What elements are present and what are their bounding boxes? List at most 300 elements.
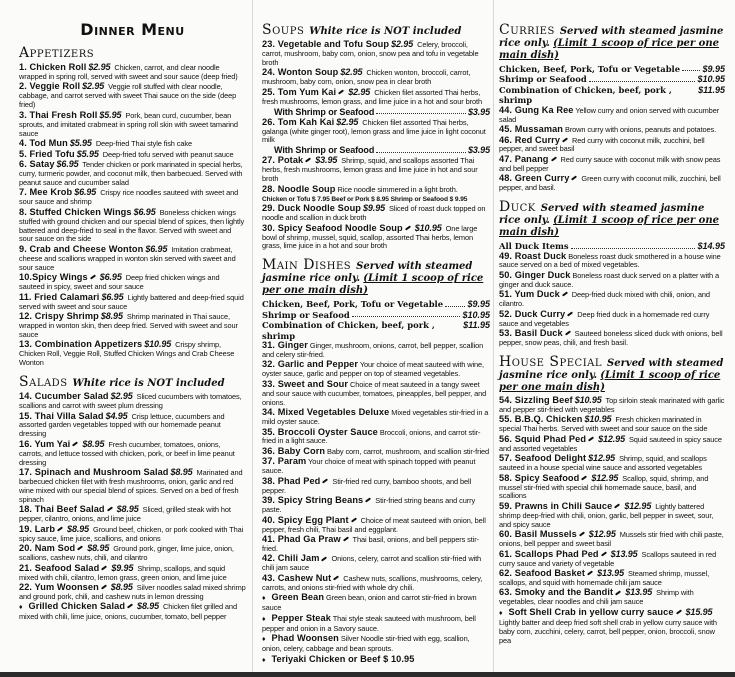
menu-item (499, 550, 725, 569)
item-price: $8.95 (137, 601, 160, 612)
item-description: Shrimp marinated in Thai sauce, wrapped in wonton skin, then deep fried. Served with sweet and sour sauce (19, 312, 238, 339)
menu-item (19, 564, 246, 583)
item-upgrade-price (262, 107, 490, 118)
item-name: 46. Red Curry (499, 134, 561, 145)
menu-item (499, 435, 725, 454)
chili-pepper-icon (322, 478, 328, 483)
item-name: 16. Yum Yai (19, 438, 71, 449)
item-name: 14. Cucumber Salad (19, 391, 109, 402)
item-price: $2.95 (88, 62, 111, 72)
price-line-price: $9.95 (702, 64, 725, 74)
dot-leader (589, 74, 696, 81)
item-price: $15.95 (685, 606, 713, 617)
menu-item (262, 574, 490, 593)
upgrade-label: With Shrimp or Seafood (274, 106, 375, 117)
chili-pepper-icon (365, 498, 371, 503)
item-description: Top sirloin steak marinated with garlic and pepper stir-fried with vegetables (499, 396, 725, 414)
chili-pepper-icon (562, 292, 568, 297)
item-description: Thai style steak sauteed with mushroom, bell pepper and onion in a Savory sauce. (262, 613, 476, 633)
chili-pepper-icon (567, 311, 573, 316)
bullet-icon: ♦ (262, 595, 266, 603)
chili-pepper-icon (601, 551, 607, 556)
menu-item (499, 474, 725, 502)
item-price: $8.95 (87, 543, 110, 554)
item-name: 3. Thai Fresh Roll (19, 109, 98, 120)
item-name: 54. Sizzling Beef (499, 395, 573, 405)
chili-pepper-icon (101, 565, 107, 570)
item-name: 32. Garlic and Pepper (262, 359, 359, 370)
item-price: $3.95 (315, 155, 338, 166)
menu-item (262, 655, 490, 666)
item-name: 56. Squid Phad Ped (499, 433, 587, 444)
chili-pepper-icon (90, 275, 96, 280)
section-header (262, 259, 490, 297)
item-description: Steamed shrimp, mussel, scallops, and squid with homemade chili jam sauce (499, 569, 710, 587)
item-description: Shrimp, squid, and scallops sauteed in a house special wine sauce and assorted vegetables (499, 454, 707, 473)
item-name: Pepper Steak (271, 612, 331, 623)
fold-line-left (252, 0, 253, 672)
item-description: Veggie roll stuffed with clear noodle, cabbage, and carrot served with sweet Thai sauce on the side (deep fried) (19, 82, 237, 110)
item-description: Your choice of meat with spinach topped with peanut sauce. (262, 457, 476, 476)
section-curries (499, 24, 725, 193)
menu-item (19, 505, 246, 524)
item-name: 62. Seafood Basket (499, 568, 586, 579)
section-note: Served with steamed jasmine rice only. (262, 261, 473, 285)
item-name: 25. Tom Yum Kai (262, 86, 337, 97)
price-line-label: Shrimp or Seafood (499, 74, 587, 85)
item-name: 20. Nam Sod (19, 543, 76, 554)
section-title: Curries (499, 22, 555, 38)
bullet-icon: ♦ (262, 636, 266, 644)
item-price: $6.95 (145, 243, 168, 254)
item-name: Soft Shell Crab in yellow curry sauce (508, 606, 674, 617)
section-header (19, 376, 246, 390)
menu-item (499, 136, 725, 155)
item-description: Green curry with coconut milk, zucchini, bell pepper, and basil. (499, 174, 721, 193)
item-description: Lightly battered and deep-fried squid served with sweet and sour sauce (19, 292, 244, 311)
dot-leader (376, 145, 466, 153)
fold-line-right (493, 0, 494, 672)
item-description: Green bean, onion and carrot stir-fried in brown sauce (262, 593, 477, 613)
item-name: 37. Param (262, 456, 307, 467)
item-description: Deep-fried duck mixed with chili, onion, and cilantro. (499, 290, 710, 309)
chili-pepper-icon (57, 526, 63, 531)
menu-item (19, 111, 246, 139)
item-price: $12.95 (624, 500, 652, 511)
item-name: 55. B.B.Q. Chicken (499, 414, 583, 425)
item-name: 33. Sweet and Sour (262, 378, 349, 389)
item-description: Sliced cucumbers with tomatoes, scallions and carrot with sweet plum dressing (19, 392, 242, 411)
item-price: $8.95 (116, 504, 139, 515)
item-name: Grilled Chicken Salad (28, 601, 126, 612)
item-description: Baby corn, carrot, mushroom, and scallion stir-fried (327, 446, 490, 456)
menu-item (499, 588, 725, 607)
section-duck (499, 201, 725, 348)
item-name: 41. Phad Ga Praw (262, 534, 341, 545)
item-name: 18. Thai Beef Salad (19, 504, 105, 515)
item-name: 21. Seafood Salad (19, 562, 100, 573)
chili-pepper-icon (550, 156, 556, 161)
menu-item (19, 82, 246, 110)
item-description: Stir-fried red curry, bamboo shoots, and bell pepper. (262, 476, 472, 495)
item-description: Mussels stir fried with chili paste, onions, bell pepper and sweet basil (499, 530, 724, 549)
dot-leader (376, 107, 466, 115)
item-price-options: Chicken or Tofu $ 7.95 Beef or Pork $ 8.95 Shrimp or Seafood $ 9.95 (262, 195, 468, 203)
section-note: White rice is NOT included (309, 26, 462, 37)
menu-item (499, 155, 725, 174)
upgrade-label: With Shrimp or Seafood (274, 145, 375, 156)
item-name: Teriyaki Chicken or Beef $ 10.95 (271, 653, 415, 664)
item-name: 50. Ginger Duck (499, 269, 571, 280)
item-price: $6.95 (74, 187, 97, 198)
chili-pepper-icon (351, 517, 357, 522)
menu-item (19, 312, 246, 340)
item-name: 23. Vegetable and Tofu Soup (262, 39, 390, 49)
item-description: Chicken wonton, broccoli, carrot, mushroom, baby corn, onion, snow pea in clear broth (262, 68, 471, 87)
price-line-label: Shrimp or Seafood (262, 309, 350, 320)
item-name: 1. Chicken Roll (19, 62, 87, 72)
menu-item (262, 360, 490, 379)
item-description: Scallop, squid, shrimp, and mussel stir-fried with special chili homemade sauce, basil, and scallions (499, 473, 709, 501)
item-description: Onions, celery, carrot and scallion stir-fried with chili jam sauce (262, 554, 482, 573)
chili-pepper-icon (579, 532, 585, 537)
item-price: $6.95 (99, 272, 122, 283)
item-description: Red curry with coconut milk, zucchini, bell pepper, and sweet basil (499, 135, 705, 154)
section-note: White rice is NOT included (72, 378, 225, 390)
item-description: Shrimp, squid, and scallops assorted Thai herbs, fresh mushrooms, lemon grass and lime juice in hot and sour broth (262, 156, 478, 184)
item-name: 10.Spicy Wings (19, 272, 88, 283)
item-description: Brown curry with onions, peanuts and potatoes. (564, 125, 717, 135)
item-description: Chicken filet grilled and mixed with chili, lime juice, onions, cucumber, tomato, bell pepper (19, 602, 237, 622)
menu-item (262, 516, 490, 535)
item-description: Boneless roast duck smothered in a house wine sauce served on a bed of mixed vegetables. (499, 251, 721, 270)
rice-limit-note: (Limit 1 scoop of rice per one main dish) (499, 215, 719, 239)
item-description: Crisp lettuce, cucumbers and assorted garden vegetables topped with our homemade peanut dressing (19, 411, 225, 439)
item-price: $8.95 (100, 311, 123, 322)
chili-pepper-icon (305, 158, 311, 163)
item-name: 4. Tod Mun (19, 138, 68, 149)
section-header (262, 24, 490, 38)
item-name: 40. Spicy Egg Plant (262, 514, 349, 525)
price-line-price: $10.95 (697, 74, 725, 85)
item-price: $12.95 (598, 433, 625, 444)
menu-item (19, 468, 246, 505)
menu-item (262, 224, 490, 252)
item-description: Sliced of roast duck topped on noodle and scallion in duck broth (262, 204, 486, 223)
price-line-price: $11.95 (698, 84, 725, 95)
chili-pepper-icon (615, 590, 621, 595)
price-line-price: $14.95 (697, 241, 725, 252)
item-name: 60. Basil Mussels (499, 529, 577, 540)
menu-item (262, 428, 490, 447)
item-name: 44. Gung Ka Ree (499, 104, 574, 115)
item-name: 58. Spicy Seafood (499, 472, 580, 483)
item-name: 5. Fried Tofu (19, 148, 75, 159)
upgrade-price: $3.95 (467, 145, 490, 156)
item-price: $8.95 (110, 582, 133, 592)
item-name: 36. Baby Corn (262, 445, 326, 456)
item-price: $13.95 (625, 587, 653, 598)
section-title: Duck (499, 199, 536, 216)
menu-item (19, 208, 246, 245)
price-line-label: Chicken, Beef, Pork, Tofu or Vegetable (499, 64, 681, 74)
item-description: Lightly batter and deep fried soft shell crab in yellow curry sauce with baby corn, zucchini, celery, carrot, bell pepper, onion, broccoli, snow pea (499, 617, 717, 645)
menu-item (19, 440, 246, 468)
item-name: 30. Spicy Seafood Noodle Soup (262, 222, 403, 233)
item-description: Cashew nuts, scallions, mushrooms, celery, carrots, and onions stir-fried with whole dry chili. (262, 573, 483, 592)
item-price: $2.95 (348, 86, 371, 97)
item-price: $12.95 (588, 453, 616, 464)
item-price: $10.95 (584, 414, 612, 425)
item-price: $6.95 (101, 291, 124, 302)
item-description: Thai basil, onions, and bell peppers stir-fried. (262, 535, 479, 553)
menu-item (499, 271, 725, 290)
item-description: Pork, bean curd, cucumber, bean sprouts, and imitated crabmeat in spring roll skin with sweet tamarind sauce (19, 110, 238, 138)
price-line (499, 85, 725, 106)
item-name: 57. Seafood Delight (499, 453, 587, 464)
menu-item (262, 457, 490, 476)
chili-pepper-icon (338, 89, 344, 94)
item-name: 17. Spinach and Mushroom Salad (19, 467, 169, 478)
item-name: 2. Veggie Roll (19, 81, 81, 92)
item-name: 29. Duck Noodle Soup (262, 203, 361, 214)
rice-limit-note: (Limit 1 scoop of rice per one main dish) (262, 273, 484, 297)
rice-limit-note: (Limit 1 scoop of rice per one main dish) (499, 370, 721, 393)
item-description: Ground pork, ginger, lime juice, onion, scallions, cashew nuts, chili, and cilantro (19, 544, 234, 563)
price-line-label: Combination of Chicken, beef, pork , shrimp (262, 320, 435, 341)
item-description: Fresh cucumber, tomatoes, onions, carrots, and lettuce tossed with chicken, pork, or beef in lime peanut dressing (19, 439, 235, 467)
item-name: 26. Tom Kah Kai (262, 116, 335, 127)
item-name: 8. Stuffed Chicken Wings (19, 206, 132, 217)
menu-item (262, 554, 490, 573)
item-name: 9. Crab and Cheese Wonton (19, 243, 144, 254)
item-name: 11. Fried Calamari (19, 291, 100, 302)
menu-item (19, 245, 246, 273)
bullet-icon: ♦ (262, 615, 266, 623)
menu-item (499, 106, 725, 125)
item-name: 13. Combination Appetizers (19, 339, 143, 350)
menu-item (262, 447, 490, 457)
item-price: $8.95 (82, 438, 105, 449)
item-description: Chicken filet assorted Thai herbs, fresh mushrooms, lemon grass, and lime juice in a hot and sour broth (262, 87, 482, 106)
item-description: Tender chicken or pork marinated in special herbs, curry, turmeric powder, and coconut milk, then barbecued. Served with peanut sauce and cucumber salad (19, 160, 243, 187)
menu-item (262, 408, 490, 427)
menu-item (19, 340, 246, 368)
section-header (19, 47, 246, 61)
item-name: 48. Green Curry (499, 173, 570, 184)
chili-pepper-icon (321, 556, 327, 561)
item-price: $10.95 (574, 395, 602, 405)
menu-item (262, 477, 490, 496)
item-name: 24. Wonton Soup (262, 67, 339, 78)
price-line-price: $11.95 (463, 320, 490, 331)
item-name: 35. Broccoli Oyster Sauce (262, 426, 378, 437)
item-name: 19. Larb (19, 523, 56, 534)
item-name: 38. Phad Ped (262, 475, 321, 486)
menu-item (499, 502, 725, 530)
price-line (499, 74, 725, 84)
item-price: $2.95 (82, 81, 105, 92)
item-name: 31. Ginger (262, 340, 308, 350)
item-price: $2.95 (340, 67, 363, 78)
item-name: 15. Thai Villa Salad (19, 410, 104, 421)
dot-leader (682, 64, 700, 71)
chili-pepper-icon (676, 609, 682, 614)
item-description: Sliced, grilled steak with hot pepper, cilantro, onions, and lime juice (19, 505, 231, 524)
item-description: Squid sauteed in spicy sauce and assorted vegetables (499, 434, 722, 453)
menu-item (262, 593, 490, 613)
item-price: $12.95 (591, 472, 619, 483)
menu-column-1 (19, 0, 246, 623)
item-name: 51. Yum Duck (499, 289, 560, 300)
menu-item (19, 139, 246, 149)
menu-item (499, 252, 725, 271)
section-title: Salads (19, 374, 68, 391)
item-name: 59. Prawns in Chili Sauce (499, 500, 613, 511)
chili-pepper-icon (565, 331, 571, 336)
item-description: Sauteed boneless sliced duck with onions, bell pepper, snow peas, chili, and fresh basil. (499, 329, 723, 348)
price-line-price: $9.95 (467, 299, 490, 310)
item-description: Chicken, carrot, and clear noodle wrapped in spring roll, served with sweet and sour sauce (deep fried) (19, 63, 238, 81)
dot-leader (352, 310, 461, 317)
item-description: Choice of meat sauteed in a tangy sweet and sour sauce with cucumber, tomatoes, pineapples, bell pepper, and onions. (262, 379, 487, 407)
menu-item (262, 88, 490, 117)
item-price: $8.95 (67, 523, 90, 534)
item-description: Fresh chicken marinated in special Thai herbs. Served with sweet and sour sauce on the side (499, 415, 708, 434)
item-price: $12.95 (588, 529, 616, 540)
upgrade-price: $3.95 (467, 106, 490, 117)
menu-column-2 (262, 0, 490, 666)
item-description: Deep fried duck in a homemade red curry sauce and vegetables (499, 309, 710, 328)
item-description: Marinated and barbecued chicken filet with fresh mushrooms, onion, garlic and red wine mixed with our special blend of spices. Served on a bed of fresh spinach (19, 468, 243, 504)
menu-item (499, 415, 725, 434)
item-description: Chicken filet assorted Thai herbs, galanga (white ginger root), lemon grass and lime juice in light coconut milk (262, 117, 486, 145)
price-line-label: Combination of Chicken, beef, pork , shrimp (499, 84, 672, 106)
chili-pepper-icon (614, 503, 620, 508)
item-name: Phad Woonsen (271, 633, 339, 644)
menu-item (19, 188, 246, 207)
item-description: Your choice of meat sauteed with wine, oyster sauce, garlic and pepper on top of steamed vegetables. (262, 360, 484, 379)
section-header (499, 356, 725, 394)
menu-item (262, 40, 490, 68)
item-name: 49. Roast Duck (499, 250, 567, 261)
item-description: Shrimp with vegetables, clear noodles and chili jam sauce (499, 588, 694, 607)
chili-pepper-icon (72, 441, 78, 446)
section-house-special (499, 356, 725, 646)
item-name: 7. Mee Krob (19, 187, 73, 198)
menu-item (262, 341, 490, 360)
item-price: $2.95 (110, 391, 133, 402)
item-name: 45. Mussaman (499, 124, 564, 135)
chili-pepper-icon (571, 176, 577, 181)
section-note: Served with steamed jasmine rice only. (499, 203, 705, 227)
item-description: Crispy shrimp, Chicken Roll, Veggie Roll, Stuffed Chicken Wings and Crab Cheese Wonton (19, 340, 235, 368)
price-line (499, 64, 725, 74)
menu-item (262, 535, 490, 554)
item-description: Scallops sauteed in red curry sauce and variety of vegetable (499, 549, 717, 568)
item-name: 34. Mixed Vegetables Deluxe (262, 407, 390, 418)
menu-item (499, 290, 725, 309)
menu-item (19, 392, 246, 411)
dot-leader (445, 299, 465, 306)
item-price: $10.95 (414, 222, 442, 233)
menu-item (499, 174, 725, 193)
item-description: Ginger, mushroom, onions, carrot, bell pepper, scallion and celery stir-fried. (262, 341, 484, 359)
item-name: 22. Yum Woonsen (19, 582, 99, 592)
menu-item (499, 530, 725, 549)
menu-item (19, 525, 246, 544)
chili-pepper-icon (107, 507, 113, 512)
menu-item (499, 569, 725, 588)
item-name: 39. Spicy String Beans (262, 495, 364, 506)
item-price: $10.95 (144, 339, 172, 350)
item-price: $6.95 (133, 206, 156, 217)
item-description: One large bowl of shrimp, mussel, squid, scallop, assorted Thai herbs, lemon grass, lime juice in a hot and sour broth (262, 223, 478, 251)
menu-item (262, 156, 490, 184)
item-description: Deep-fried Thai style fish cake (95, 139, 192, 149)
chili-pepper-icon (343, 537, 349, 542)
item-description: Celery, broccoli, carrot, mushroom, baby corn, onion, snow pea and tofu in vegetable broth (262, 40, 479, 67)
menu-item (19, 602, 246, 622)
item-description: Deep-fried tofu served with peanut sauce (102, 149, 234, 159)
chili-pepper-icon (405, 225, 411, 230)
item-name: 6. Satay (19, 159, 55, 170)
price-line-label: Chicken, Beef, Pork, Tofu or Vegetable (262, 299, 444, 310)
item-description: Boneless chicken wings stuffed with ground chicken and our special blend of spices, then lightly battered and deep-fried to seal in the flavor. Served with sweet and sour sauce on the side (19, 207, 245, 244)
section-title: House Special (499, 354, 603, 370)
section-title: Soups (262, 22, 305, 38)
menu-item (19, 160, 246, 188)
item-price: $5.95 (76, 148, 99, 159)
item-price: $9.95 (111, 562, 134, 573)
menu-column-3 (499, 0, 725, 646)
section-soups (262, 24, 490, 251)
menu-item (19, 412, 246, 440)
chili-pepper-icon (333, 575, 339, 580)
item-description: Yellow curry and onion served with cucumber salad (499, 105, 720, 124)
item-description: Deep fried chicken wings and sauteed in spicy, sweet and sour sauce (19, 273, 220, 292)
menu-item (262, 634, 490, 654)
chili-pepper-icon (587, 571, 593, 576)
menu-item (262, 185, 490, 204)
rice-limit-note: (Limit 1 scoop of rice per one main dish) (499, 38, 719, 61)
item-upgrade-price (262, 145, 490, 156)
section-salads (19, 376, 246, 622)
price-line (262, 310, 490, 320)
item-description: Red curry sauce with coconut milk with snow peas and bell pepper (499, 154, 721, 173)
chili-pepper-icon (581, 475, 587, 480)
section-note: Served with steamed jasmine rice only. (499, 358, 724, 381)
menu-item (499, 454, 725, 473)
item-price: $5.95 (99, 109, 122, 120)
item-description: Boneless roast duck served on a platter with a ginger and duck sauce. (499, 270, 720, 289)
section-title: Appetizers (19, 45, 95, 61)
menu-item (262, 614, 490, 634)
item-name: 12. Crispy Shrimp (19, 311, 99, 322)
dot-leader (571, 241, 696, 248)
item-name: 42. Chili Jam (262, 553, 320, 564)
item-description: Lightly battered shrimp deep-fried with chili, onion, garlic, bell pepper in sweet, sour, and spicy sauce (499, 501, 714, 529)
menu-item (499, 125, 725, 135)
menu-item (19, 273, 246, 292)
menu-item (499, 329, 725, 348)
bullet-icon: ♦ (262, 656, 266, 664)
item-price: $6.95 (56, 159, 79, 170)
price-line (262, 320, 490, 341)
item-name: 47. Panang (499, 153, 549, 164)
item-description: Crispy rice noodles sauteed with sweet and sour sauce and shrimp (19, 188, 239, 207)
menu-item (262, 204, 490, 223)
